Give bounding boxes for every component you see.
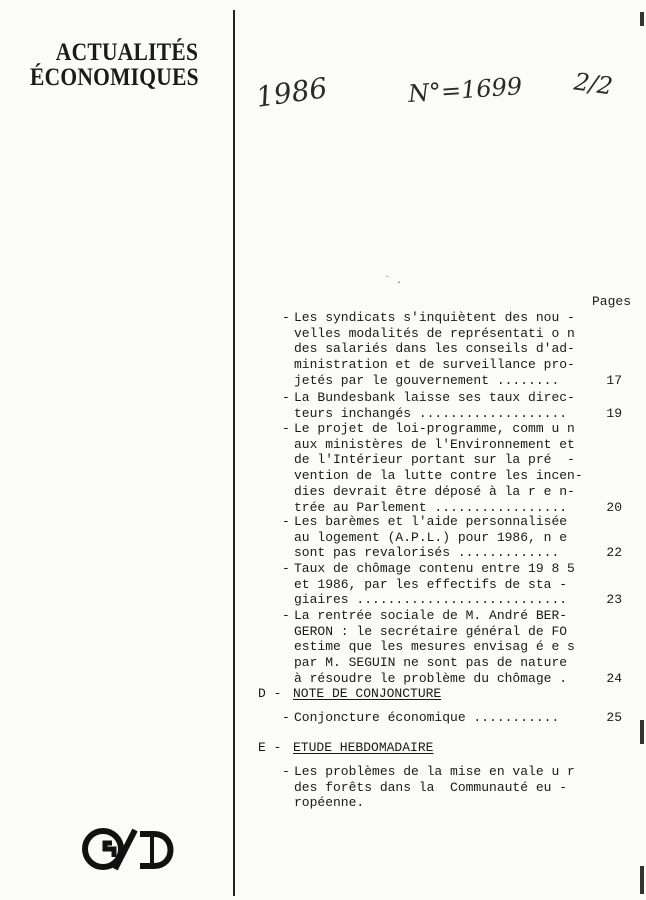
handwritten-number: N°=1699 xyxy=(407,72,524,108)
toc-entry-page: 23 xyxy=(606,592,622,608)
toc-entry-dash: - xyxy=(282,390,290,405)
toc-entry-line: ropéenne. xyxy=(294,795,365,811)
toc-entry-line: Les problèmes de la mise en vale u r xyxy=(294,764,575,779)
toc-entry-line: sont pas revalorisés ............. xyxy=(294,545,560,561)
section-d-letter: D - xyxy=(258,686,282,701)
toc-entry-line: Les syndicats s'inquiètent des nou - xyxy=(294,310,575,325)
toc-entry-line: Taux de chômage contenu entre 19 8 5 xyxy=(294,561,575,576)
toc-entry-page: 22 xyxy=(606,545,622,561)
edge-mark xyxy=(640,866,644,894)
toc-entry-line: jetés par le gouvernement ........ xyxy=(294,372,560,388)
edge-mark xyxy=(640,720,644,744)
toc-entry-line: et 1986, par les effectifs de sta - xyxy=(294,576,568,592)
toc-entry-page: 24 xyxy=(606,670,622,686)
toc-entry-line: par M. SEGUIN ne sont pas de nature xyxy=(294,655,568,671)
section-e-letter: E - xyxy=(258,740,282,755)
toc-entry-line: dies devrait être déposé à la r e n- xyxy=(294,483,575,499)
edge-mark xyxy=(640,12,644,26)
toc-entry-line: des salariés dans les conseils d'ad- xyxy=(294,341,575,357)
toc-entry-dash: - xyxy=(282,561,290,576)
gd-monogram-logo xyxy=(78,826,186,872)
toc-entry-dash: - xyxy=(282,421,290,436)
toc-entry-line: teurs inchangés ................... xyxy=(294,405,568,421)
pages-column-header: Pages xyxy=(592,294,632,309)
toc-entry-line: vention de la lutte contre les incen- xyxy=(294,468,583,484)
toc-entry-line: giaires ........................... xyxy=(294,592,568,608)
toc-entry-line: La rentrée sociale de M. André BER- xyxy=(294,608,568,623)
toc-entry-dash: - xyxy=(282,514,290,529)
toc-entry-line: des forêts dans la Communauté eu - xyxy=(294,779,568,795)
toc-entry-line: estime que les mesures envisag é e s xyxy=(294,639,575,655)
toc-entry-line: à résoudre le problème du chômage . xyxy=(294,670,568,686)
toc-entry-line: trée au Parlement ................. xyxy=(294,499,568,515)
toc-entry-page: 19 xyxy=(606,405,622,421)
toc-entry-line: ministration et de surveillance pro- xyxy=(294,357,575,373)
toc-entry-line: La Bundesbank laisse ses taux direc- xyxy=(294,390,575,405)
toc-entry-line: Conjoncture économique ........... xyxy=(294,710,560,725)
masthead xyxy=(30,40,202,90)
masthead-line-1: ACTUALITÉS xyxy=(55,39,199,66)
vertical-rule xyxy=(233,10,235,896)
toc-entry-line: de l'Intérieur portant sur la pré - xyxy=(294,452,575,468)
masthead-line-2: ÉCONOMIQUES xyxy=(30,64,199,91)
toc-entry-line: Les barèmes et l'aide personnalisée xyxy=(294,514,568,529)
toc-entry-line: velles modalités de représentati o n xyxy=(294,325,575,341)
toc-entry-dash: - xyxy=(282,710,290,725)
toc-entry-line: au logement (A.P.L.) pour 1986, n e xyxy=(294,529,568,545)
toc-entry-page: 20 xyxy=(606,499,622,515)
toc-entry-page: 25 xyxy=(606,710,622,725)
toc-entry-page: 17 xyxy=(606,372,622,388)
toc-entry-line: GERON : le secrétaire général de FO xyxy=(294,623,568,639)
section-e-title: ETUDE HEBDOMADAIRE xyxy=(293,740,434,755)
handwritten-year: 1986 xyxy=(254,71,330,114)
stray-mark: ` . xyxy=(384,276,403,287)
toc-entry-dash: - xyxy=(282,310,290,325)
toc-entry-dash: - xyxy=(282,608,290,623)
toc-entry-dash: - xyxy=(282,764,290,779)
toc-entry-line: Le projet de loi-programme, comm u n xyxy=(294,421,575,436)
handwritten-fraction: 2/2 xyxy=(572,67,615,101)
section-d-title: NOTE DE CONJONCTURE xyxy=(293,686,442,701)
toc-entry-line: aux ministères de l'Environnement et xyxy=(294,436,575,452)
